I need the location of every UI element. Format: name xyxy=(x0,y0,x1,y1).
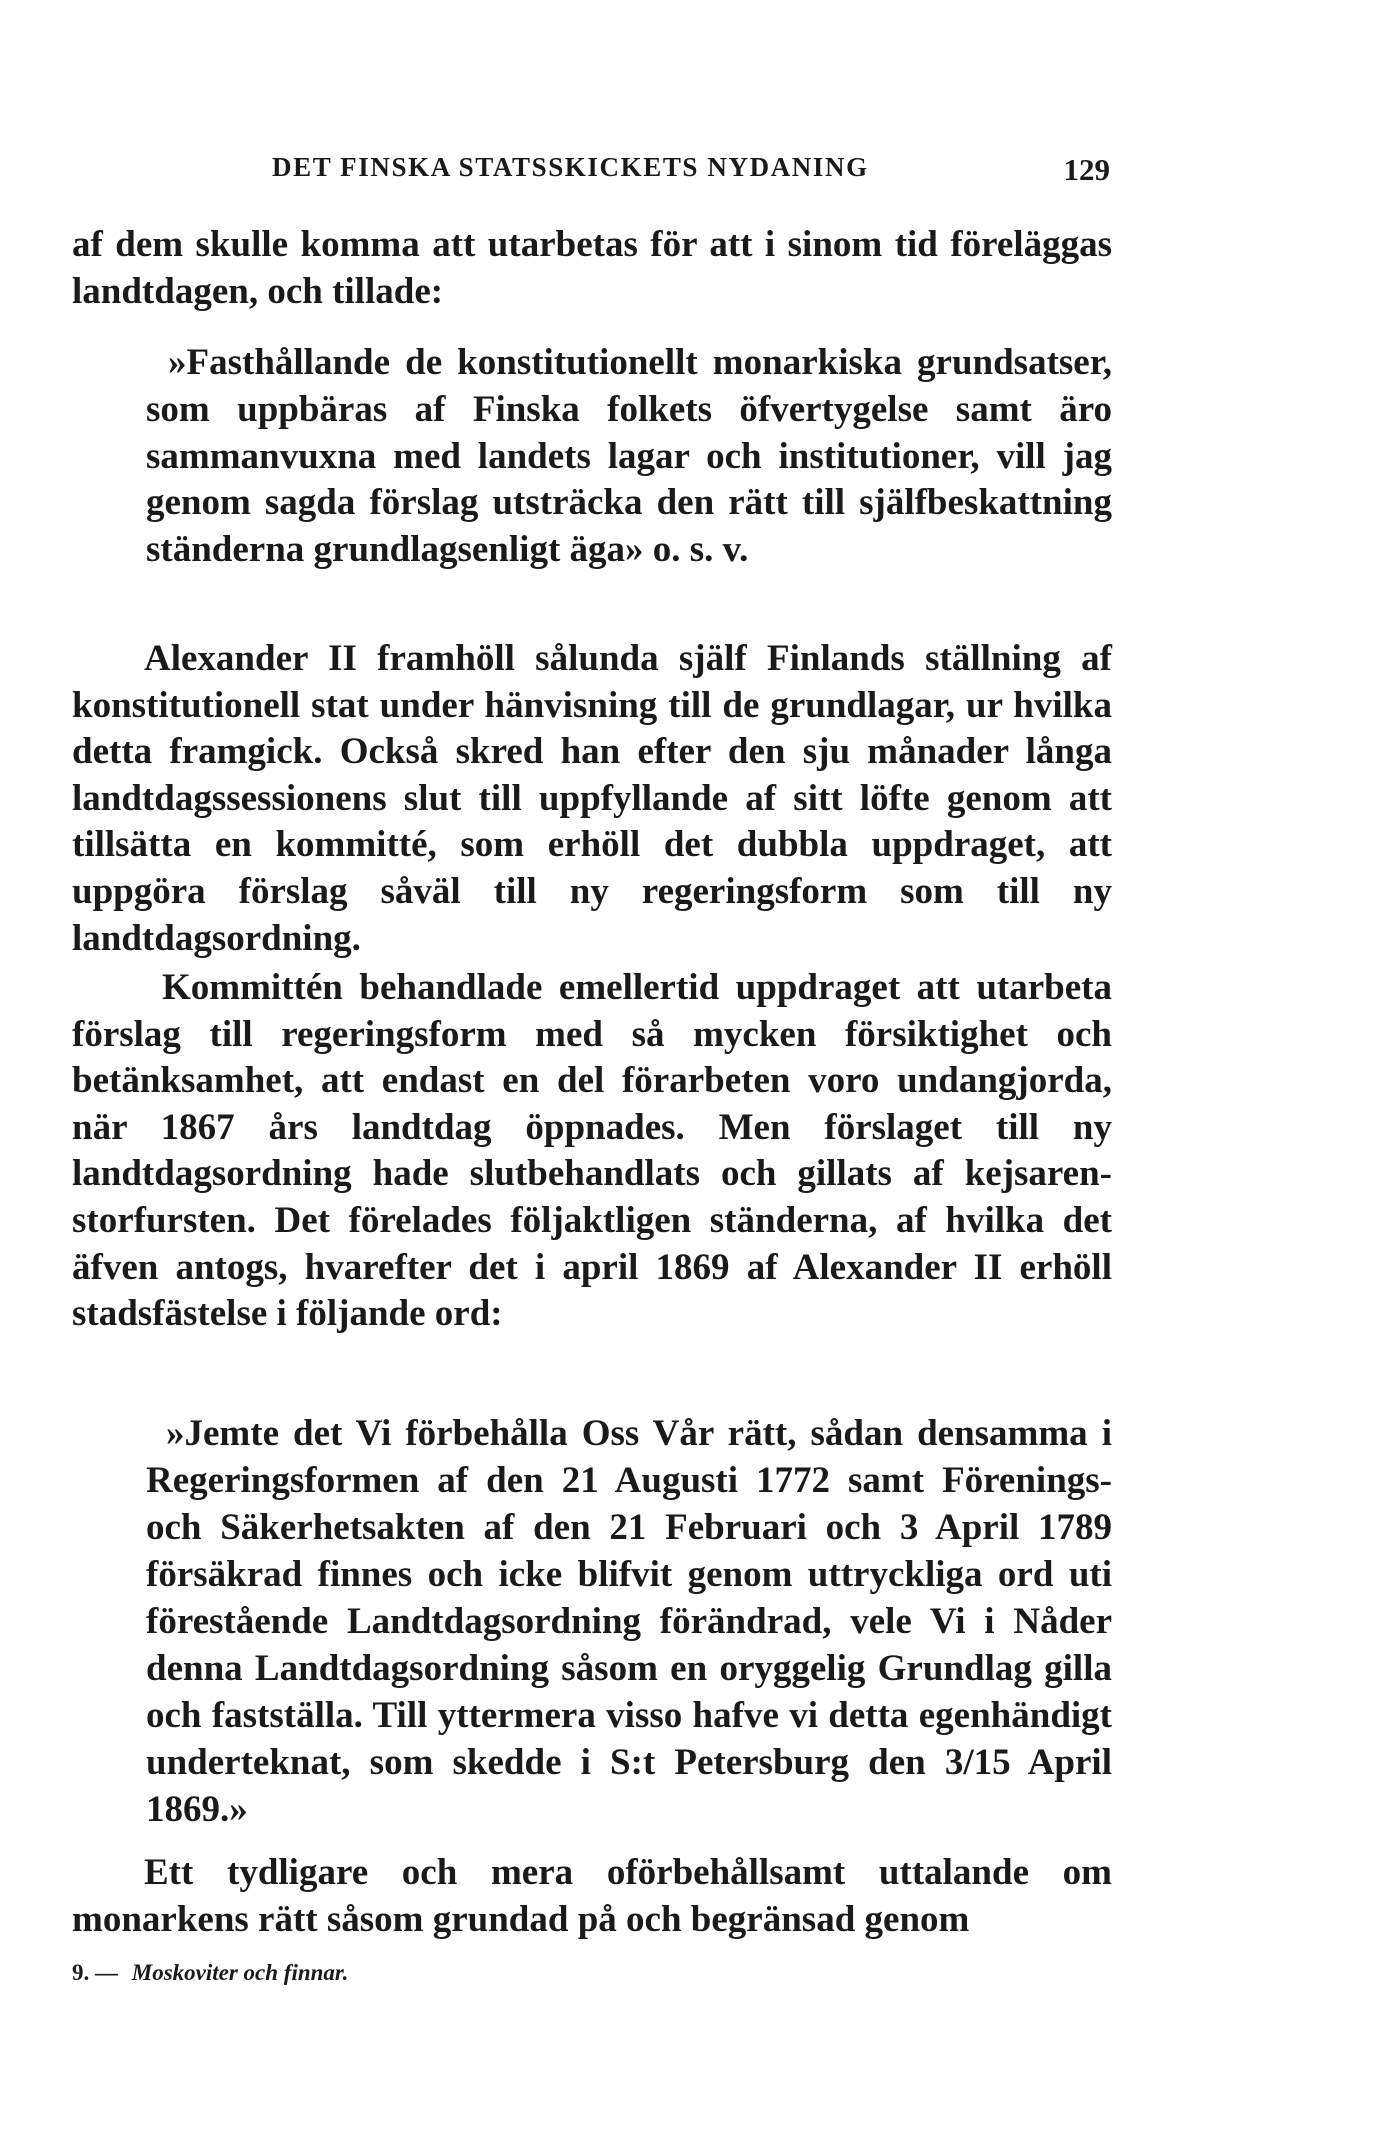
running-header xyxy=(272,152,1110,192)
signature-number: 9. — xyxy=(72,1960,118,1985)
paragraph-continuation: af dem skulle komma att utarbetas för att i sinom tid föreläggas landtdagen, och tillade: xyxy=(72,224,1112,312)
signature-title: Moskoviter och finnar. xyxy=(131,1960,349,1985)
signature-line xyxy=(72,1960,348,1986)
paragraph-alexander: Alexander II framhöll sålunda själf Finlands ställning af konstitutionell stat under hänvisning till de grundlagar, ur hvilka detta framgick. Också skred han efter den sju månader långa landtdagssessionens slut till uppfyllande af sitt löfte genom att tillsätta en kommitté, som erhöll det dubbla uppdraget, att uppgöra förslag såväl till ny regeringsform som till ny landtdagsordning. xyxy=(72,638,1112,959)
paragraph-closing: Ett tydligare och mera oförbehållsamt uttalande om monarkens rätt såsom grundad på och begränsad genom xyxy=(72,1852,1112,1940)
block-quote-ratification: »Jemte det Vi förbehålla Oss Vår rätt, sådan densamma i Regeringsformen af den 21 Augusti 1772 samt Förenings- och Säkerhetsakten af den 21 Februari och 3 April 1789 försäkrad finnes och icke blifvit genom uttryckliga ord uti förestående Landtdagsordning förändrad, vele Vi i Nåder denna Landtdagsordning såsom en oryggelig Grundlag gilla och fastställa. Till yttermera visso hafve vi detta egenhändigt underteknat, som skedde i S:t Petersburg den 3/15 April 1869.» xyxy=(146,1413,1112,1830)
block-quote-declaration: »Fasthållande de konstitutionellt monarkiska grundsatser, som uppbäras af Finska folkets öfvertygelse samt äro sammanvuxna med landets lagar och institutioner, vill jag genom sagda förslag utsträcka den rätt till själfbeskattning ständerna grundlagsenligt äga» o. s. v. xyxy=(146,342,1112,571)
paragraph-committee: Kommittén behandlade emellertid uppdraget att utarbeta förslag till regeringsform med så mycken försiktighet och betänksamhet, att endast en del förarbeten voro undangjorda, när 1867 års landtdag öppnades. Men förslaget till ny landtdagsordning hade slutbehandlats och gillats af kejsaren-storfursten. Det förelades följaktligen ständerna, af hvilka det äfven antogs, hvarefter det i april 1869 af Alexander II erhöll stadsfästelse i följande ord: xyxy=(72,967,1112,1335)
page-number: 129 xyxy=(1063,152,1110,187)
running-title: DET FINSKA STATSSKICKETS NYDANING xyxy=(272,152,869,182)
